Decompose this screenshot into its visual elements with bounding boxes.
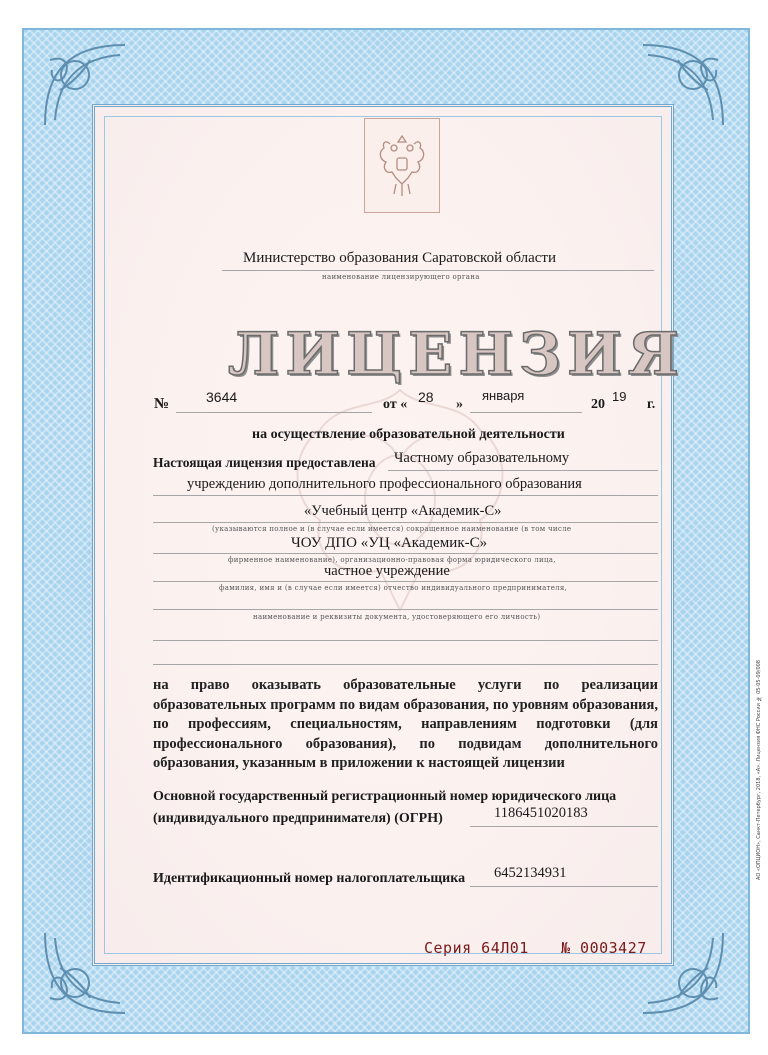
date-from-label: от « <box>383 397 408 412</box>
licensee-underline-4 <box>153 553 658 554</box>
license-day: 28 <box>418 389 434 405</box>
licensee-name-line3: «Учебный центр «Академик-С» <box>304 503 502 519</box>
licensee-name-line2: учреждению дополнительного профессионального образования <box>187 476 582 492</box>
licensee-underline-5 <box>153 581 658 582</box>
license-number: 3644 <box>206 389 238 405</box>
authority-caption: наименование лицензирующего органа <box>322 273 480 281</box>
authority-underline <box>222 270 654 271</box>
caption-identity-document: наименование и реквизиты документа, удостоверяющего его личность) <box>253 613 541 621</box>
inn-label: Идентификационный номер налогоплательщика <box>153 871 466 886</box>
corner-ornament-top-left <box>30 30 140 140</box>
inn-value: 6452134931 <box>494 865 567 881</box>
corner-ornament-top-right <box>628 30 738 140</box>
number-underline <box>176 412 372 413</box>
blank-series: Серия 64Л01 <box>424 939 529 957</box>
inn-underline <box>470 886 658 887</box>
licensee-underline-1 <box>388 470 658 471</box>
caption-entrepreneur: фамилия, имя и (в случае если имеется) отчество индивидуального предпринимателя, <box>219 584 568 592</box>
caption-full-name: (указываются полное и (в случае если имеется) сокращенное наименование (в том числе <box>212 525 572 533</box>
rights-paragraph: на право оказывать образовательные услуги по реализации образовательных программ по видам образования, по уровням образования, по профессиям, специальностям, направлениям подготовки (для профессионального образования), по подвидам дополнительного образования, указанным в приложении к настоящей лицензии <box>153 677 658 771</box>
printer-imprint: АО «ОПЦИОН», Санкт-Петербург, 2018, «А». Лицензия ФНС России № 05-05-09/008 <box>756 660 762 881</box>
licensee-underline-6 <box>153 609 658 610</box>
ogrn-label-line2: (индивидуального предпринимателя) (ОГРН) <box>153 811 443 826</box>
year-prefix: 20 <box>591 397 605 412</box>
double-headed-eagle-icon <box>372 128 432 204</box>
ogrn-label-line1: Основной государственный регистрационный номер юридического лица <box>153 789 617 804</box>
blank-number: № 0003427 <box>561 939 647 957</box>
document-title: ЛИЦЕНЗИЯ <box>228 320 685 388</box>
licensee-underline-2 <box>153 495 658 496</box>
license-month: января <box>482 388 525 403</box>
license-purpose: на осуществление образовательной деятельности <box>252 427 565 442</box>
ogrn-underline <box>470 826 658 827</box>
state-emblem <box>364 118 440 213</box>
caption-legal-form: фирменное наименование), организационно-правовая форма юридического лица, <box>228 556 556 564</box>
licensee-short-name: ЧОУ ДПО «УЦ «Академик-С» <box>291 535 488 551</box>
ogrn-value: 1186451020183 <box>494 805 588 821</box>
year-label: г. <box>647 397 656 412</box>
licensee-underline-3 <box>153 522 658 523</box>
corner-ornament-bottom-right <box>628 918 738 1028</box>
corner-ornament-bottom-left <box>30 918 140 1028</box>
granted-label: Настоящая лицензия предоставлена <box>153 455 376 470</box>
licensing-authority: Министерство образования Саратовской области <box>243 250 556 266</box>
licensee-underline-8 <box>153 664 658 665</box>
licensee-name-line1: Частному образовательному <box>394 450 570 466</box>
year-suffix: 19 <box>612 389 627 404</box>
licensee-legal-form: частное учреждение <box>324 563 450 579</box>
date-close-quote: » <box>456 397 463 412</box>
licensee-underline-7 <box>153 640 658 641</box>
month-underline <box>470 412 582 413</box>
number-label: № <box>154 396 170 412</box>
